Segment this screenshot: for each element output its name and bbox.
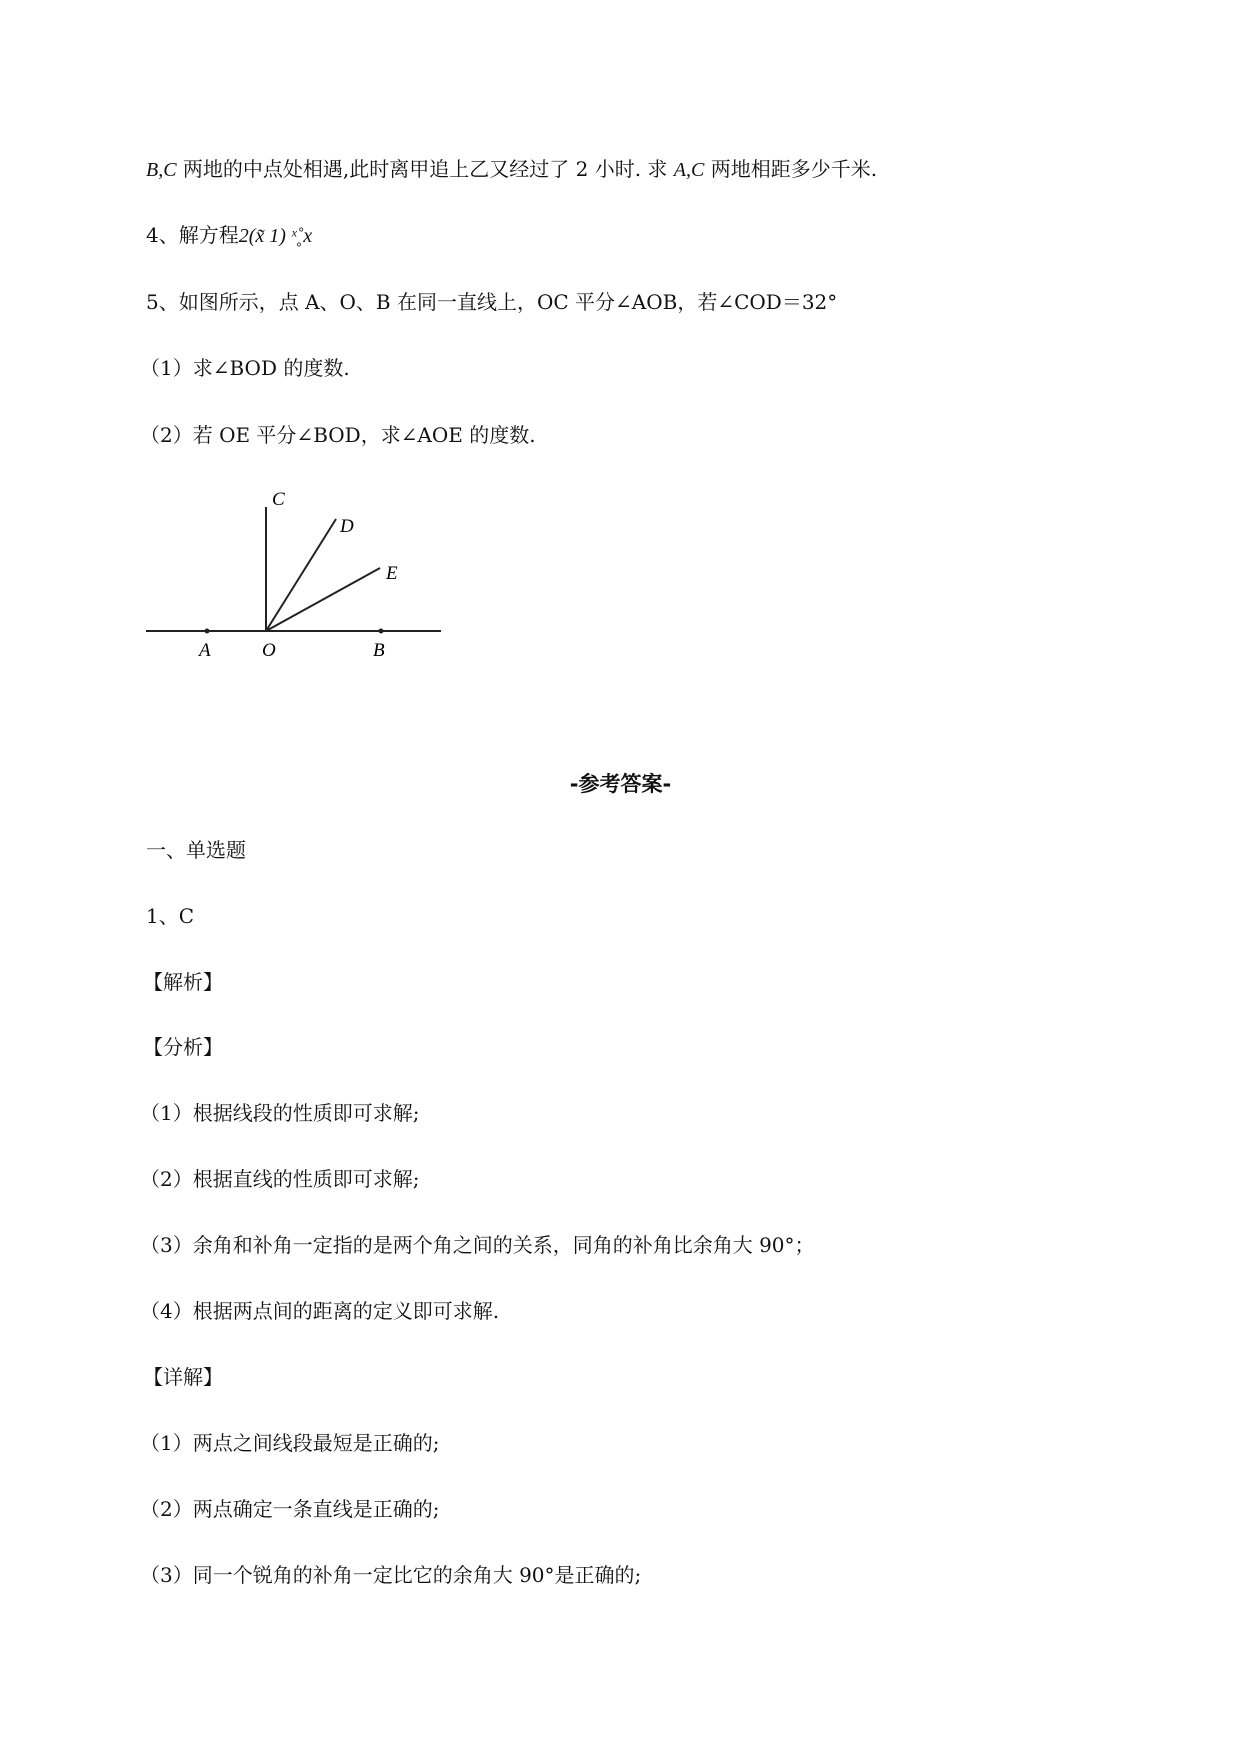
xiangjie-heading: 【详解】 <box>143 1365 223 1389</box>
section-heading: 一、单选题 <box>146 838 246 862</box>
detail-item-2: （2）两点确定一条直线是正确的; <box>140 1497 440 1521</box>
question5-sub2: （2）若 OE 平分∠BOD，求∠AOE 的度数. <box>140 423 536 447</box>
label-c: C <box>272 489 285 510</box>
label-a: A <box>199 640 211 661</box>
question3-text-a: 两地的中点处相遇,此时离甲追上乙又经过了 2 小时. 求 <box>176 157 674 181</box>
analysis-item-2: （2）根据直线的性质即可求解; <box>140 1167 420 1191</box>
ray-oe <box>266 568 380 631</box>
points-ac: A,C <box>673 159 705 181</box>
analysis-item-1: （1）根据线段的性质即可求解; <box>140 1101 420 1125</box>
detail-item-3: （3）同一个锐角的补角一定比它的余角大 90°是正确的; <box>140 1563 642 1587</box>
analysis-item-3: （3）余角和补角一定指的是两个角之间的关系，同角的补角比余角大 90°； <box>140 1233 815 1257</box>
angle-figure <box>0 0 1241 700</box>
detail-item-1: （1）两点之间线段最短是正确的; <box>140 1431 440 1455</box>
jiexi-heading: 【解析】 <box>143 970 223 994</box>
question4-prefix: 4、解方程 <box>146 223 239 247</box>
question5-stem: 5、如图所示，点 A、O、B 在同一直线上，OC 平分∠AOB，若∠COD＝32° <box>146 290 838 314</box>
question4-equation: 2(x̃ 1) ˣ̊˳x <box>238 225 313 247</box>
answer-1: 1、C <box>146 904 195 928</box>
label-d: D <box>340 516 354 537</box>
label-o: O <box>262 640 276 661</box>
points-bc: B,C <box>146 159 177 181</box>
ray-od <box>266 519 336 631</box>
point-b-dot <box>379 629 384 634</box>
question3-text-b: 两地相距多少千米. <box>704 157 878 181</box>
label-b: B <box>373 640 385 661</box>
fenxi-heading: 【分析】 <box>143 1035 223 1059</box>
analysis-item-4: （4）根据两点间的距离的定义即可求解. <box>140 1299 500 1323</box>
point-a-dot <box>205 629 210 634</box>
question5-sub1: （1）求∠BOD 的度数. <box>140 356 350 380</box>
label-e: E <box>386 563 398 584</box>
answers-title: -参考答案- <box>569 772 672 796</box>
